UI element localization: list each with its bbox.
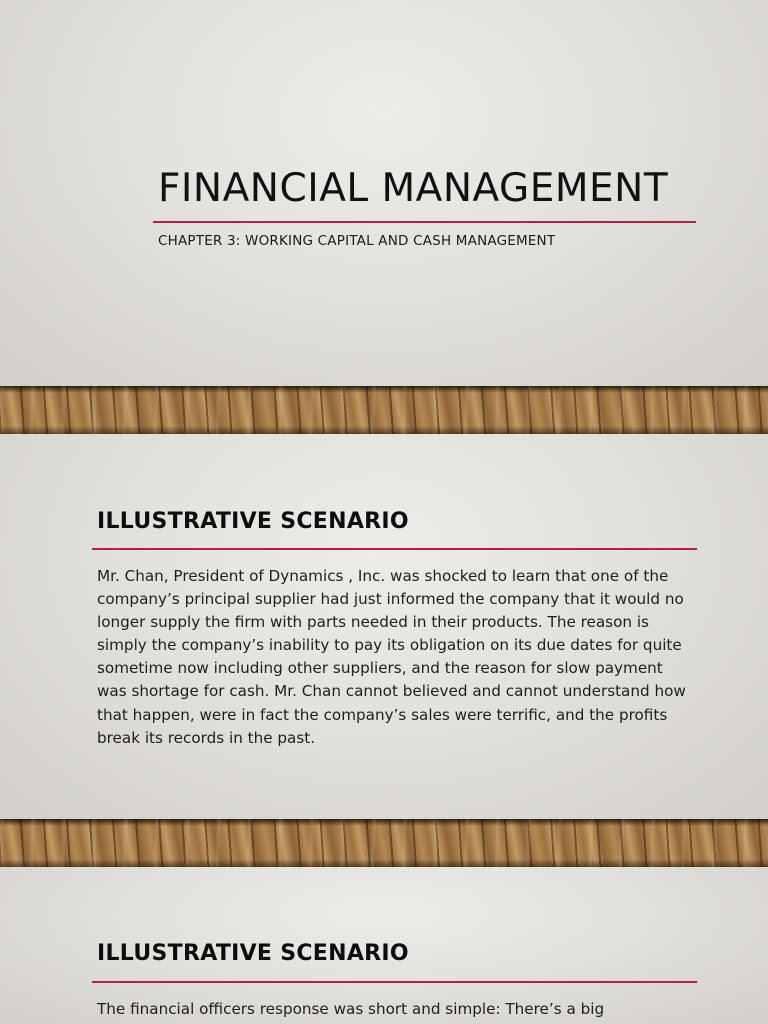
slide-2 (0, 434, 768, 819)
slide-3 (0, 867, 768, 1024)
slide-title: FINANCIAL MANAGEMENT (158, 166, 669, 211)
wood-floor-divider (0, 386, 768, 434)
heading-divider (92, 981, 697, 983)
title-divider (153, 221, 696, 223)
slide-1 (0, 0, 768, 386)
slide-body-text: The financial officers response was short and simple: There’s a big (97, 1000, 605, 1018)
heading-divider (92, 548, 697, 550)
slide-subtitle: CHAPTER 3: WORKING CAPITAL AND CASH MANAGEMENT (158, 233, 556, 249)
slide-body-text: Mr. Chan, President of Dynamics , Inc. was shocked to learn that one of the company’s principal supplier had just informed the company that it would no longer supply the firm with parts needed in their products. The reason is simply the company’s inability to pay its obligation on its due dates for quite sometime now including other suppliers, and the reason for slow payment was shortage for cash. Mr. Chan cannot believed and cannot understand how that happen, were in fact the company’s sales were terrific, and the profits break its records in the past. (97, 567, 686, 747)
wood-floor-divider (0, 819, 768, 867)
slide-heading: ILLUSTRATIVE SCENARIO (97, 509, 409, 534)
slide-heading: ILLUSTRATIVE SCENARIO (97, 941, 409, 966)
